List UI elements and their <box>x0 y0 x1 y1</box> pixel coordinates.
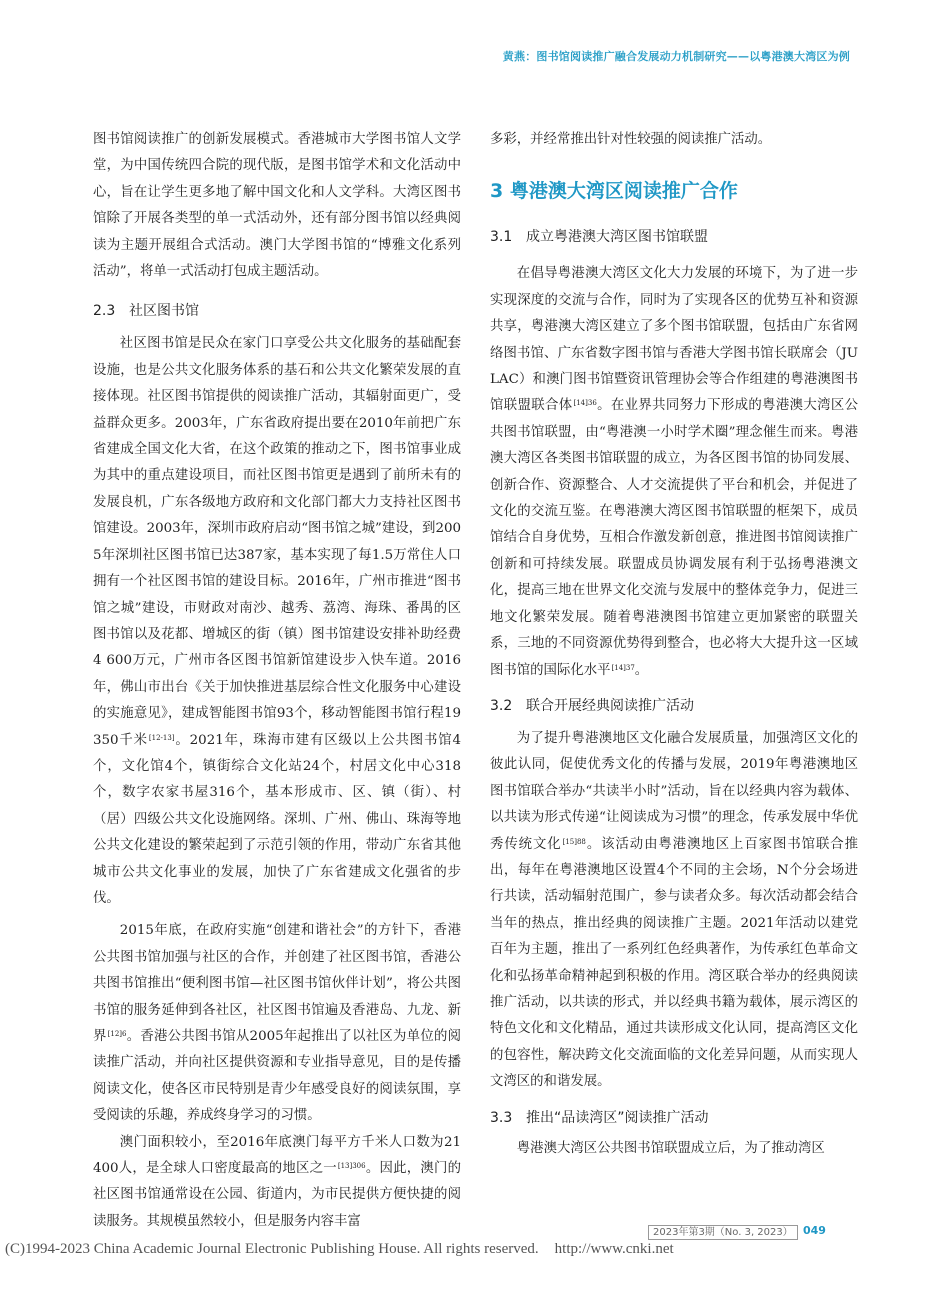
citation: [15]88 <box>562 837 586 846</box>
site-link[interactable]: http://www.cnki.net <box>554 1241 674 1257</box>
section-number: 3.2 <box>490 697 513 714</box>
citation: [12]6 <box>107 1030 127 1038</box>
left-column <box>93 127 461 1235</box>
section-title: 社区图书馆 <box>129 303 199 320</box>
section-heading-3: 3 粤港澳大湾区阅读推广合作 <box>490 180 738 203</box>
section-heading-3-3 <box>490 1108 858 1128</box>
page-number: 049 <box>803 1224 826 1237</box>
paragraph: 澳门面积较小，至2016年底澳门每平方千米人口数为21 400人，是全球人口密度最高的地区之一$^{[13]306}$。因此，澳门的社区图书馆通常设在公园、街道内，为市民提供方便快捷的阅读服务。其规模虽然较小，但是服务内容丰富 <box>93 1134 461 1229</box>
right-column <box>490 127 858 1162</box>
paragraph: 图书馆阅读推广的创新发展模式。香港城市大学图书馆人文学堂，为中国传统四合院的现代版，是图书馆学术和文化活动中心，旨在让学生更多地了解中国文化和人文学科。大湾区图书馆除了开展各类型的单一式活动外，还有部分图书馆以经典阅读为主题开展组合式活动。澳门大学图书馆的“博雅文化系列活动”，将单一式活动打包成主题活动。 <box>93 132 461 280</box>
citation: [14]36 <box>573 399 597 408</box>
citation: [13]306 <box>337 1162 366 1171</box>
paragraph: 社区图书馆是民众在家门口享受公共文化服务的基础配套设施，也是公共文化服务体系的基石和公共文化繁荣发展的直接体现。社区图书馆提供的阅读推广活动，其辐射面更广，受益群众更多。2003年，广东省政府提出要在2010年前把广东省建成全国文化大省，在这个政策的推动之下，图书馆事业成为其中的重点建设项目，而社区图书馆更是遇到了前所未有的发展良机，广东各级地方政府和文化部门都大力支持社区图书馆建设。2003年，深圳市政府启动“图书馆之城”建设，到2005年深圳社区图书馆已达387家，基本实现了每1.5万常住人口拥有一个社区图书馆的建设目标。2016年，广州市推进“图书馆之城”建设，市财政对南沙、越秀、荔湾、海珠、番禺的区图书馆以及花都、增城区的街（镇）图书馆建设安排补助经费4 600万元，广州市各区图书馆新馆建设步入快车道。2016年，佛山市出台《关于加快推进基层综合性文化服务中心建设的实施意见》，建成智能图书馆93个，移动智能图书馆行程19 350千米[12-13]。2021年，珠海市建有区级以上公共图书馆4个，文化馆4个，镇街综合文化站24个，村居文化中心318个，数字农家书屋316个，基本形成市、区、镇（街）、村（居）四级公共文化设施网络。深圳、广州、佛山、珠海等地公共文化建设的繁荣起到了示范引领的作用，带动广东省其他城市公共文化事业的发展，加快了广东省建成文化强省的步伐。 <box>93 336 461 906</box>
copyright-line <box>5 1241 674 1258</box>
section-title: 成立粤港澳大湾区图书馆联盟 <box>526 229 708 246</box>
section-number: 2.3 <box>93 303 116 320</box>
section-title: 联合开展经典阅读推广活动 <box>526 697 694 714</box>
paragraph: 为了提升粤港澳地区文化融合发展质量，加强湾区文化的彼此认同，促使优秀文化的传播与发展，2019年粤港澳地区图书馆联合举办“共读半小时”活动，旨在以经典内容为载体、以共读为形式传递“让阅读成为习惯”的理念，传承发展中华优秀传统文化$^{[15]88}$。该活动由粤港澳地区上百家图书馆联合推出，每年在粤港澳地区设置4个不同的主会场，N个分会场进行共读，活动辐射范围广，参与读者众多。每次活动都会结合当年的热点，推出经典的阅读推广主题。2021年活动以建党百年为主题，推出了一系列红色经典著作，为传承红色革命文化和弘扬革命精神起到积极的作用。湾区联合举办的经典阅读推广活动，以共读的形式，并以经典书籍为载体，展示湾区的特色文化和文化精品，通过共读形成文化认同，提高湾区文化的包容性，解决跨文化交流面临的文化差异问题，从而实现人文湾区的和谐发展。 <box>490 730 858 1090</box>
section-heading-2-3 <box>93 301 461 321</box>
paragraph: 粤港澳大湾区公共图书馆联盟成立后，为了推动湾区 <box>516 1140 825 1156</box>
citation: [12-13] <box>148 733 175 742</box>
section-title: 推出“品读湾区”阅读推广活动 <box>526 1109 709 1126</box>
section-heading-3-2 <box>490 696 858 716</box>
paragraph: 2015年底，在政府实施“创建和谐社会”的方针下，香港公共图书馆加强与社区的合作，并创建了社区图书馆，香港公共图书馆推出“便利图书馆—社区图书馆伙伴计划”，将公共图书馆的服务延伸到各社区，社区图书馆遍及香港岛、九龙、新界$^{[12]6}$。香港公共图书馆从2005年起推出了以社区为单位的阅读推广活动，并向社区提供资源和专业指导意见，目的是传播阅读文化，使各区市民特别是青少年感受良好的阅读氛围，享受阅读的乐趣，养成终身学习的习惯。 <box>93 923 462 1124</box>
copyright-text: (C)1994-2023 China Academic Journal Electronic Publishing House. All rights reserved. <box>5 1241 539 1257</box>
section-number: 3.3 <box>490 1109 513 1126</box>
section-number: 3.1 <box>490 229 513 246</box>
section-heading-3-1 <box>490 227 858 247</box>
citation: [14]37 <box>611 663 635 672</box>
paragraph: 多彩，并经常推出针对性较强的阅读推广活动。 <box>490 132 772 147</box>
paragraph: 在倡导粤港澳大湾区文化大力发展的环境下，为了进一步实现深度的交流与合作，同时为了实现各区的优势互补和资源共享，粤港澳大湾区建立了多个图书馆联盟，包括由广东省网络图书馆、广东省数字图书馆与香港大学图书馆长联席会（JULAC）和澳门图书馆暨资讯管理协会等合作组建的粤港澳图书馆联盟联合体$^{[14]36}$。在业界共同努力下形成的粤港澳大湾区公共图书馆联盟，由“粤港澳一小时学术圈”理念催生而来。粤港澳大湾区各类图书馆联盟的成立，为各区图书馆的协同发展、创新合作、资源整合、人才交流提供了平台和机会，并促进了文化的交流互鉴。在粤港澳大湾区图书馆联盟的框架下，成员馆结合自身优势，互相合作激发新创意，推进图书馆阅读推广创新和可持续发展。联盟成员协调发展有利于弘扬粤港澳文化，提高三地在世界文化交流与发展中的整体竞争力，促进三地文化繁荣发展。随着粤港澳图书馆建立更加紧密的联盟关系，三地的不同资源优势得到整合，也必将大大提升这一区域图书馆的国际化水平$^{[14]37}$。 <box>490 266 859 678</box>
running-head: 黄燕：图书馆阅读推广融合发展动力机制研究——以粤港澳大湾区为例 <box>502 50 850 63</box>
issue-label: 2023年第3期（No. 3, 2023） <box>648 1225 798 1240</box>
